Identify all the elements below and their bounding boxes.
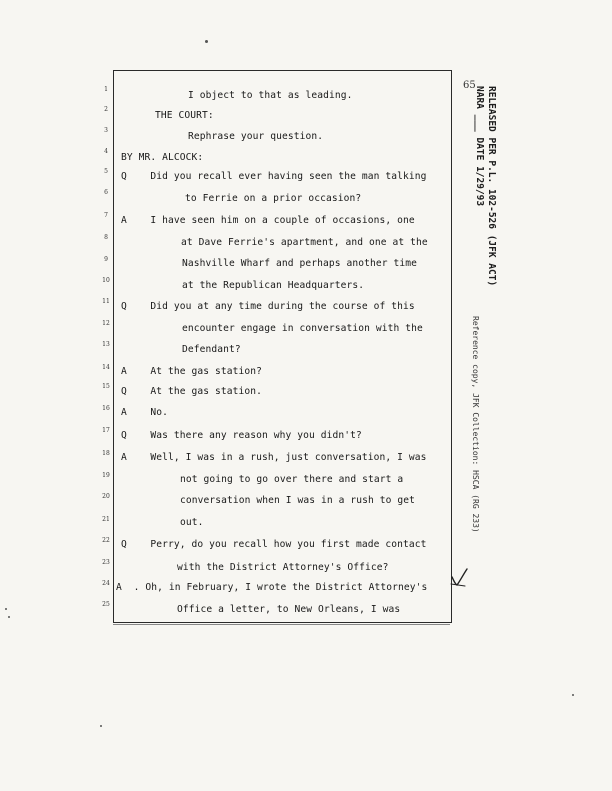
line-number: 17 bbox=[102, 427, 110, 434]
transcript-line: Defendant? bbox=[182, 344, 241, 355]
transcript-line: out. bbox=[180, 517, 204, 528]
line-number: 25 bbox=[102, 601, 110, 608]
transcript-line: A . Oh, in February, I wrote the District Attorney's bbox=[116, 582, 428, 593]
line-number: 18 bbox=[102, 450, 110, 457]
line-number: 24 bbox=[102, 580, 110, 587]
scan-speck bbox=[100, 725, 102, 727]
line-number: 11 bbox=[102, 298, 110, 305]
line-number: 12 bbox=[102, 320, 110, 327]
transcript-line: Q Did you at any time during the course of this bbox=[121, 301, 415, 312]
release-stamp bbox=[473, 86, 497, 286]
transcript-line: Rephrase your question. bbox=[188, 131, 324, 142]
line-number: 22 bbox=[102, 537, 110, 544]
scan-speck bbox=[5, 608, 7, 610]
page-number: 65 bbox=[463, 80, 476, 91]
transcript-line: Nashville Wharf and perhaps another time bbox=[182, 258, 418, 269]
transcript-line: conversation when I was in a rush to get bbox=[180, 495, 416, 506]
transcript-line: to Ferrie on a prior occasion? bbox=[185, 193, 362, 204]
line-number: 14 bbox=[102, 364, 110, 371]
line-number: 16 bbox=[102, 405, 110, 412]
transcript-line: Q At the gas station. bbox=[121, 386, 263, 397]
line-number: 2 bbox=[104, 106, 108, 113]
transcript-line: BY MR. ALCOCK: bbox=[121, 152, 204, 163]
line-number: 1 bbox=[104, 86, 108, 93]
transcript-line: THE COURT: bbox=[155, 110, 214, 121]
transcript-line: A I have seen him on a couple of occasions, one bbox=[121, 215, 415, 226]
release-stamp-line1: RELEASED PER P.L. 102-526 (JFK ACT) bbox=[486, 86, 497, 287]
line-number: 13 bbox=[102, 341, 110, 348]
transcript-line: I object to that as leading. bbox=[188, 90, 353, 101]
line-number: 21 bbox=[102, 516, 110, 523]
line-number: 7 bbox=[104, 212, 108, 219]
line-number: 20 bbox=[102, 493, 110, 500]
line-number: 8 bbox=[104, 234, 108, 241]
frame-bottom-shadow bbox=[113, 624, 450, 625]
transcript-line: A Well, I was in a rush, just conversation, I was bbox=[121, 452, 427, 463]
line-number: 5 bbox=[104, 168, 108, 175]
transcript-line: A No. bbox=[121, 407, 169, 418]
line-number: 4 bbox=[104, 148, 108, 155]
release-stamp-line2: NARA ___ DATE 1/29/93 bbox=[474, 86, 485, 207]
transcript-line: Q Did you recall ever having seen the man talking bbox=[121, 171, 427, 182]
transcript-line: with the District Attorney's Office? bbox=[177, 562, 389, 573]
transcript-line: A At the gas station? bbox=[121, 366, 263, 377]
transcript-line: at Dave Ferrie's apartment, and one at the bbox=[181, 237, 428, 248]
transcript-line: Q Perry, do you recall how you first made contact bbox=[121, 539, 427, 550]
transcript-line: Office a letter, to New Orleans, I was bbox=[177, 604, 401, 615]
scan-speck bbox=[572, 694, 574, 696]
transcript-line: encounter engage in conversation with the bbox=[182, 323, 423, 334]
line-number: 15 bbox=[102, 383, 110, 390]
line-number: 10 bbox=[102, 277, 110, 284]
transcript-line: Q Was there any reason why you didn't? bbox=[121, 430, 362, 441]
line-number: 23 bbox=[102, 559, 110, 566]
line-number: 9 bbox=[104, 256, 108, 263]
line-number: 6 bbox=[104, 189, 108, 196]
line-number: 3 bbox=[104, 127, 108, 134]
line-number: 19 bbox=[102, 472, 110, 479]
transcript-line: at the Republican Headquarters. bbox=[182, 280, 365, 291]
reference-note: Reference copy, JFK Collection: HSCA (RG 233) bbox=[471, 316, 480, 533]
scan-speck bbox=[8, 616, 10, 618]
transcript-line: not going to go over there and start a bbox=[180, 474, 404, 485]
handwritten-check-mark-icon bbox=[449, 567, 469, 589]
scan-speck bbox=[205, 40, 208, 43]
